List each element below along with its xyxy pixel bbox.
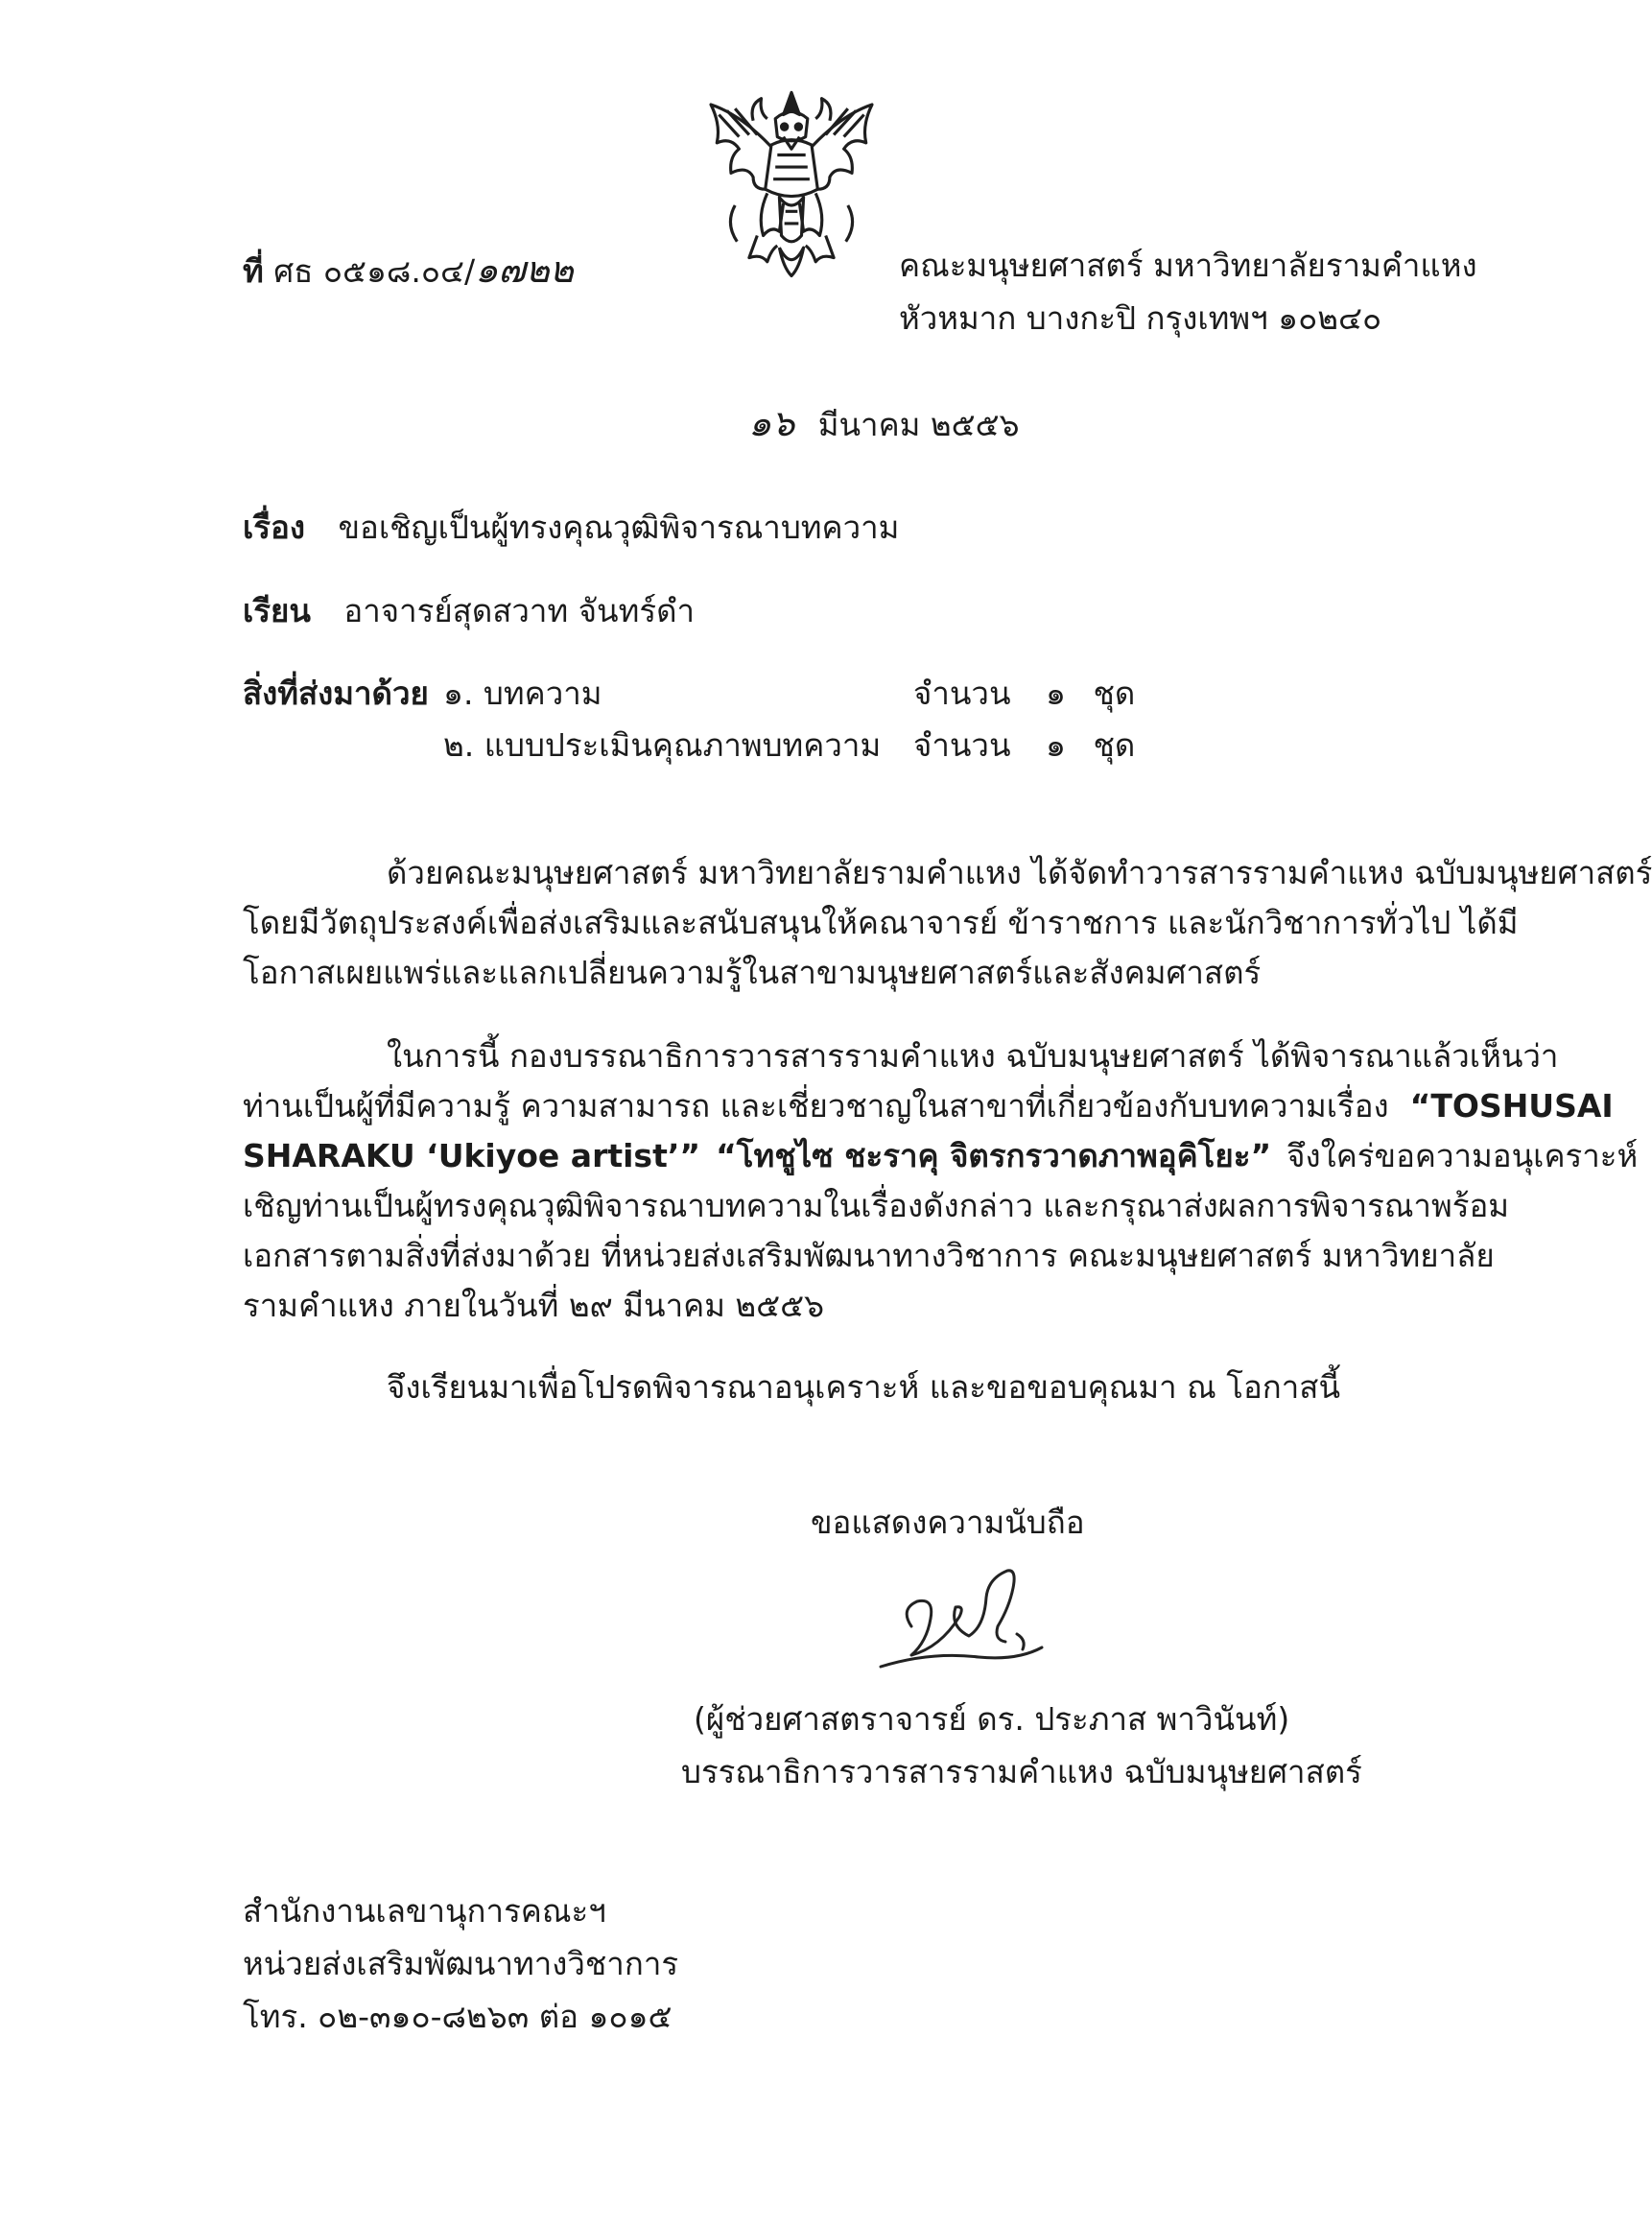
recipient-text: อาจารย์สุดสวาท จันทร์ดำ (343, 592, 696, 629)
closing-salutation: ขอแสดงความนับถือ (811, 1504, 1085, 1541)
paragraph-line: เชิญท่านเป็นผู้ทรงคุณวุฒิพิจารณาบทความในเรื่องดังกล่าว และกรุณาส่งผลการพิจารณาพร้อม (243, 1187, 1510, 1224)
enclosure-item: ๒. แบบประเมินคุณภาพบทความ (443, 726, 882, 764)
paragraph-line (243, 1131, 1639, 1181)
enclosure-qty-unit: ชุด (1093, 675, 1136, 712)
reference-prefix: ศธ ๐๕๑๘.๐๔/ (273, 252, 476, 290)
date-month-year: มีนาคม ๒๕๕๖ (817, 406, 1020, 443)
reference-handwritten-number: ๑๗๒๒ (475, 249, 574, 291)
body-paragraph-1 (243, 848, 1652, 998)
paragraph-text: ท่านเป็นผู้ที่มีความรู้ ความสามารถ และเชี่ยวชาญในสาขาที่เกี่ยวข้องกับบทความเรื่อง (243, 1087, 1389, 1125)
footer-unit: หน่วยส่งเสริมพัฒนาทางวิชาการ (243, 1945, 679, 1982)
enclosure-qty-label: จำนวน (913, 726, 1011, 764)
reference-number (243, 240, 574, 298)
faculty-name: คณะมนุษยศาสตร์ มหาวิทยาลัยรามคำแหง (899, 247, 1477, 284)
article-title-thai: “โทชูไซ ชะราคุ จิตรกรวาดภาพอุคิโยะ” (716, 1137, 1272, 1174)
reference-label: ที่ (243, 252, 264, 290)
enclosure-qty-label: จำนวน (913, 675, 1011, 712)
paragraph-line (243, 1081, 1614, 1131)
enclosure-qty-value: ๑ (1046, 675, 1066, 712)
enclosure-qty-value: ๑ (1046, 726, 1066, 764)
paragraph-line: รามคำแหง ภายในวันที่ ๒๙ มีนาคม ๒๕๕๖ (243, 1287, 825, 1324)
signatory-name: (ผู้ช่วยศาสตราจารย์ ดร. ประภาส พาวินันท์) (694, 1700, 1290, 1738)
signatory-title: บรรณาธิการวารสารรามคำแหง ฉบับมนุษยศาสตร์ (681, 1753, 1362, 1790)
enclosure-quantity (913, 668, 1135, 719)
date-day-handwritten: ๑๖ (748, 402, 795, 444)
body-paragraph-2 (243, 1031, 1639, 1331)
letter-date (748, 393, 1020, 452)
body-paragraph-3 (243, 1362, 1423, 1412)
footer-phone: โทร. ๐๒-๓๑๐-๘๒๖๓ ต่อ ๑๐๑๕ (243, 1998, 673, 2035)
faculty-address: หัวหมาก บางกะปิ กรุงเทพฯ ๑๐๒๔๐ (899, 299, 1382, 337)
footer-office: สำนักงานเลขานุการคณะฯ (243, 1892, 606, 1930)
signature-icon (873, 1559, 1065, 1689)
subject-line (243, 502, 899, 553)
enclosure-quantity (913, 720, 1135, 770)
recipient-label: เรียน (243, 592, 311, 629)
paragraph-text: จึงใคร่ขอความอนุเคราะห์ (1286, 1137, 1639, 1174)
paragraph-line: โอกาสเผยแพร่และแลกเปลี่ยนความรู้ในสาขามนุษยศาสตร์และสังคมศาสตร์ (243, 954, 1262, 991)
recipient-line (243, 585, 695, 636)
subject-label: เรื่อง (243, 509, 305, 546)
article-title-english: SHARAKU ‘Ukiyoe artist’” (243, 1137, 701, 1174)
subject-text: ขอเชิญเป็นผู้ทรงคุณวุฒิพิจารณาบทความ (338, 509, 900, 546)
paragraph-line: ในการนี้ กองบรรณาธิการวารสารรามคำแหง ฉบับมนุษยศาสตร์ ได้พิจารณาแล้วเห็นว่า (387, 1037, 1559, 1075)
garuda-emblem-icon (691, 84, 892, 286)
enclosures-label: สิ่งที่ส่งมาด้วย (243, 675, 429, 712)
enclosure-item: ๑. บทความ (443, 675, 602, 712)
paragraph-line: เอกสารตามสิ่งที่ส่งมาด้วย ที่หน่วยส่งเสริมพัฒนาทางวิชาการ คณะมนุษยศาสตร์ มหาวิทยาลัย (243, 1237, 1495, 1274)
paragraph-line: โดยมีวัตถุประสงค์เพื่อส่งเสริมและสนับสนุนให้คณาจารย์ ข้าราชการ และนักวิชาการทั่วไป ได้มี (243, 904, 1519, 941)
paragraph-line: จึงเรียนมาเพื่อโปรดพิจารณาอนุเคราะห์ และขอขอบคุณมา ณ โอกาสนี้ (387, 1368, 1340, 1406)
enclosure-qty-unit: ชุด (1093, 726, 1136, 764)
paragraph-line: ด้วยคณะมนุษยศาสตร์ มหาวิทยาลัยรามคำแหง ได้จัดทำวารสารรามคำแหง ฉบับมนุษยศาสตร์ (387, 854, 1652, 891)
article-title-english: “TOSHUSAI (1409, 1087, 1614, 1125)
